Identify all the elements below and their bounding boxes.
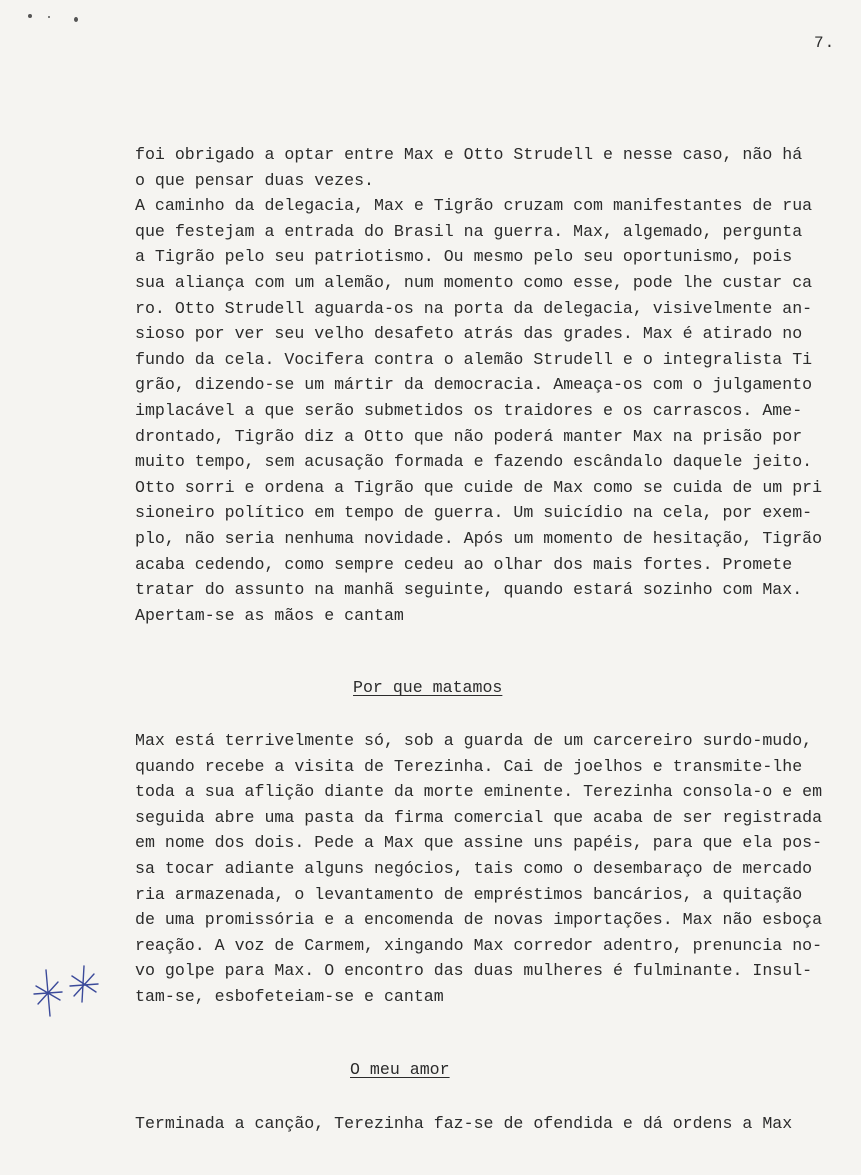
text-line: Apertam-se as mãos e cantam: [135, 605, 404, 625]
text-line: vo golpe para Max. O encontro das duas mulheres é fulminante. Insul-: [135, 961, 813, 981]
text-line: Max está terrivelmente só, sob a guarda de um carcereiro surdo-mudo,: [135, 731, 813, 750]
text-line: reação. A voz de Carmem, xingando Max corredor adentro, prenuncia no-: [135, 935, 823, 955]
text-line: acaba cedendo, como sempre cedeu ao olhar dos mais fortes. Promete: [135, 554, 793, 574]
text-line: seguida abre uma pasta da firma comercial que acaba de ser registrada: [135, 807, 823, 827]
paragraph-intro: [135, 142, 835, 628]
text-line: foi obrigado a optar entre Max e Otto Strudell e nesse caso, não há: [135, 145, 803, 164]
text-line: sioneiro político em tempo de guerra. Um suicídio na cela, por exem-: [135, 503, 813, 523]
text-line: ro. Otto Strudell aguarda-os na porta da delegacia, visivelmente an-: [135, 298, 813, 318]
text-line: Terminada a canção, Terezinha faz-se de ofendida e dá ordens a Max: [135, 1114, 793, 1133]
page-number: 7.: [814, 34, 836, 52]
text-line: sua aliança com um alemão, num momento como esse, pode lhe custar ca: [135, 272, 813, 292]
text-line: de uma promissória e a encomenda de novas importações. Max não esboça: [135, 910, 823, 930]
text-line: implacável a que serão submetidos os traidores e os carrascos. Ame-: [135, 400, 803, 420]
text-line: fundo da cela. Vocifera contra o alemão Strudell e o integralista Ti: [135, 349, 813, 369]
text-line: a Tigrão pelo seu patriotismo. Ou mesmo pelo seu oportunismo, pois: [135, 247, 793, 267]
paragraph-section-2: [135, 1111, 835, 1137]
text-line: grão, dizendo-se um mártir da democracia. Ameaça-os com o julgamento: [135, 375, 813, 395]
paragraph-section-1: [135, 728, 835, 1010]
text-line: o que pensar duas vezes.: [135, 170, 374, 190]
text-line: que festejam a entrada do Brasil na guerra. Max, algemado, pergunta: [135, 221, 803, 241]
handwritten-asterisks-mark: [32, 962, 104, 1020]
text-line: tratar do assunto na manhã seguinte, quando estará sozinho com Max.: [135, 580, 803, 600]
text-line: sioso por ver seu velho desafeto atrás das grades. Max é atirado no: [135, 324, 803, 344]
text-line: plo, não seria nenhuma novidade. Após um momento de hesitação, Tigrão: [135, 528, 823, 548]
text-line: em nome dos dois. Pede a Max que assine uns papéis, para que ela pos-: [135, 833, 823, 853]
text-line: toda a sua aflição diante da morte eminente. Terezinha consola-o e em: [135, 782, 823, 802]
section-heading-por-que-matamos: Por que matamos: [353, 678, 503, 697]
text-line: sa tocar adiante alguns negócios, tais como o desembaraço de mercado: [135, 858, 813, 878]
text-line: drontado, Tigrão diz a Otto que não poderá manter Max na prisão por: [135, 426, 803, 446]
text-line: tam-se, esbofeteiam-se e cantam: [135, 986, 444, 1006]
text-line: muito tempo, sem acusação formada e fazendo escândalo daquele jeito.: [135, 452, 813, 472]
text-line: Otto sorri e ordena a Tigrão que cuide de Max como se cuida de um pri: [135, 477, 823, 497]
text-line: quando recebe a visita de Terezinha. Cai de joelhos e transmite-lhe: [135, 756, 803, 776]
section-heading-o-meu-amor: O meu amor: [350, 1060, 450, 1079]
text-line: A caminho da delegacia, Max e Tigrão cruzam com manifestantes de rua: [135, 196, 813, 216]
text-line: ria armazenada, o levantamento de empréstimos bancários, a quitação: [135, 884, 803, 904]
